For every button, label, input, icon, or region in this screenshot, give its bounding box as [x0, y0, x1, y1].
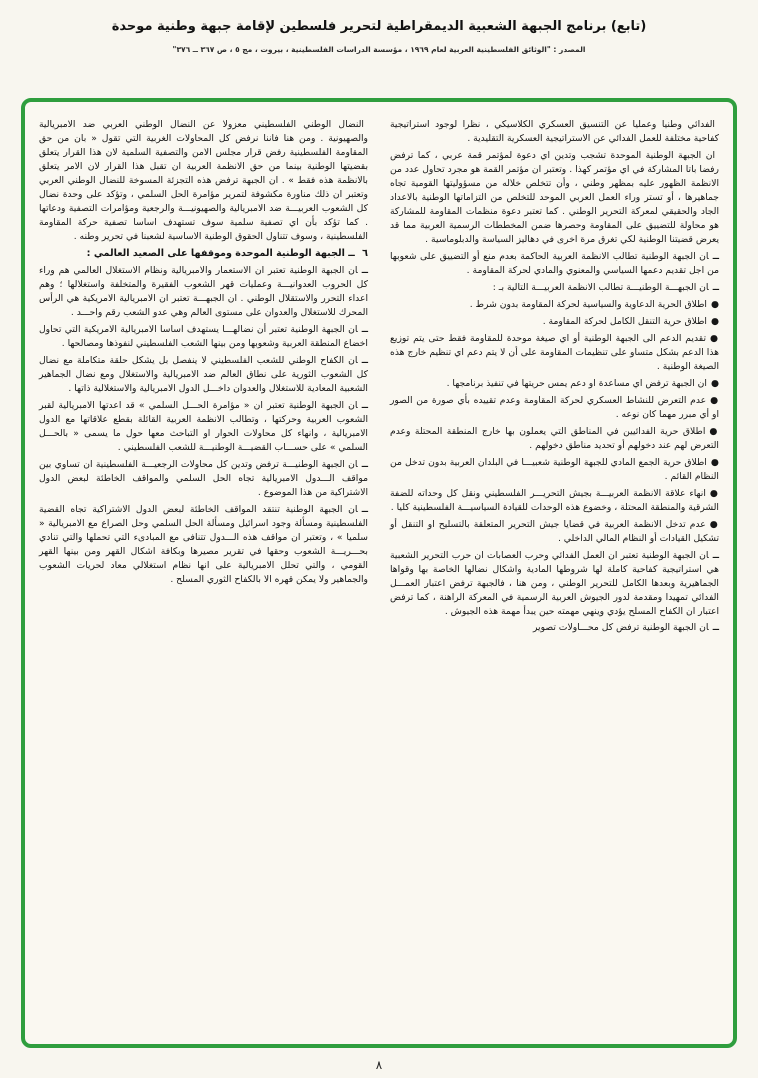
paragraph — [390, 425, 719, 453]
paragraph-marker: ــ — [361, 504, 368, 516]
paragraph — [39, 323, 368, 351]
paragraph — [39, 247, 368, 262]
paragraph-text: ان الجبهـــة الوطنيـــة تطالب الانظمة العربيـــة التالية بـ : — [492, 281, 709, 293]
paragraph-text: ان الجبهة الوطنية تنتقد المواقف الخاطئة لبعض الدول الاشتراكية تجاه القضية الفلسطينية ومسألة وجود اسرائيل ومسألة الحل السلمي وحل الصراع مع الامبريالية « سلميا » ، وتعتبر ان مواقف هذه الـــدول تتنافى مع المبادىء التي تحملها والتي تنادي بحـــريـــة الشعوب وحقها في تقرير مصيرها وبكافة اشكال القهر ومن بينها القهر القومي ، والتي تحلل الامبريالية على انها نظام استغلالي معاد لحريات الشعوب والجماهير ولا يمكن قهره الا بالكفاح الثوري المسلح . — [39, 504, 368, 586]
content-frame — [21, 98, 737, 1048]
paragraph-text: انهاء علاقة الانظمة العربيـــة بجيش التحريـــر الفلسطيني ونقل كل وحداته للضفة الشرقية والمنطقة المحتلة ، وخضوع هذه الوحدات للقيادة السياسيـــة الفلسطينية كليا . — [390, 487, 719, 513]
paragraph-text: ان الجبهة الوطنية تعتبر ان « مؤامرة الحـــل السلمي » قد اعدتها الامبريالية لقبر الشعوب العربية وحركتها ، وتطالب الانظمة العربية القائلة بقطع علاقاتها مع الدول الامبريالية ، وانهاء كل محاولات الحوار او التباحث معها حول ما يسمى « بالحـــل السلمي » على حســـاب القضيـــة الوطنيـــة للشعب الفلسطيني . — [39, 400, 368, 454]
column-left — [39, 118, 368, 1030]
paragraph-text: اطلاق حرية الفدائيين في المناطق التي يعملون بها خارج المنطقة المحتلة وعدم التعرض لهم عند دخولهم أو تحديد مناطق دخولهم . — [390, 425, 719, 451]
paragraph — [390, 549, 719, 619]
paragraph-marker: ● — [709, 518, 719, 530]
paragraph-text: ان الجبهة الوطنية تطالب الانظمة العربية الحاكمة بعدم منع أو التضييق على شعوبها من اجل تقديم دعمها السياسي والمعنوي والمادي لحركة المقاومة . — [390, 250, 719, 276]
paragraph-text: ان الجبهة الوطنية تعتبر ان العمل الفدائي وحرب العصابات ان حرب التحرير الشعبية هي استراتيجية كفاحية كاملة لها شروطها المادية واشكال نضالها الخاصة بها وقواها الجماهيرية وبعدها الكامل للتحرير الوطني ، ومن هنا ، فالجبهة ترفض اعتبار العمـــل الفدائي تمهيدا ومقدمة لدور الجيوش العربية الرسمية في المعركة الراهنة ، كما ترفض اعتبار ان الكفاح المسلح يؤدي وينهي مهمته حين يبدأ مهمة هذه الجيوش . — [390, 549, 719, 617]
paragraph — [39, 503, 368, 587]
paragraph — [39, 264, 368, 320]
paragraph-text: النضال الوطني الفلسطيني معزولا عن النضال الوطني العربي ضد الامبريالية والصهيونية . ومن هنا فاننا نرفض كل المحاولات الغربية التي تقول « بان من حق المقاومة الفلسطينية رفض قرار مجلس الامن والتصفية السلمية لان هذا القرار يتعلق بقضيتها الوطنية بينما من حق الانظمة العربية ان تقبل هذا القرار لان الامر يتعلق بالانظمة هذه فقط » . ان الجبهة ترفض هذه التجزئة المسوخة للنضال الوطني العربي وتعتبر ان ذلك مناورة مكشوفة لتمرير مؤامرة الحل السلمي ، وتؤكد على وحدة نضال كل الشعوب العربيـــة ضد الامبريالية والصهيونيـــة والرجعية ومؤامرات التصفية ودعاتها . كما تؤكد بأن اي تصفية سلمية سوف تستهدف اساسا تصفية حركة المقاومة الفلسطينية ، وسوف تتناول الحقوق الوطنية الاساسية لشعبنا في تحرير وطنه . — [39, 119, 368, 242]
paragraph-marker: ــ — [712, 549, 719, 561]
paragraph — [390, 281, 719, 295]
paragraph-text: عدم تدخل الانظمة العربية في قضايا جيش التحرير المتعلقة بالتسليح او التنقل أو تشكيل القيادات أو النظام المالي الداخلي . — [390, 518, 719, 544]
paragraph-text: ان الجبهة الوطنيـــة ترفض وتدين كل محاولات الرجعيـــة الفلسطينية ان تساوي بين مواقف الـــدول الامبريالية تجاه الحل السلمي والمواقف الخاطئة لبعض الدول الاشتراكية من هذا الموضوع . — [39, 459, 368, 499]
paragraph-text: ان الجبهة ترفض اي مساعدة او دعم يمس حريتها في تنفيذ برنامجها . — [446, 377, 707, 389]
paragraph-marker: ــ — [361, 459, 368, 471]
paragraph-text: ان الجبهة الوطنية تعتبر ان الاستعمار والامبريالية ونظام الاستغلال العالمي هم وراء كل الحروب العدوانيـــة وعمليات قهر الشعوب الفقيرة والمتخلفة واستغلالها ؛ وهم اعداء التحرر والاستقلال الوطني . ان الجبهـــة تعتبر ان الامبريالية الامريكية هي الرأس المحرك للاستغلال والعدوان على مستوى العالم وهي عدو الشعب رقم واحـــد . — [39, 265, 368, 319]
paragraph-marker: ● — [710, 377, 719, 389]
paragraph-text: اطلاق الحرية الدعاوية والسياسية لحركة المقاومة بدون شرط . — [469, 298, 707, 310]
paragraph-marker: ● — [710, 315, 719, 327]
paragraph-text: تقديم الدعم الى الجبهة الوطنية أو اي صيغة موحدة للمقاومة فقط حتى يتم توزيع هذا الدعم بشكل متساو على تنظيمات المقاومة على أن لا يتم دعم اي تنظيم خارج هذه الصيغة الوطنية . — [390, 332, 719, 372]
paragraph-marker: ● — [710, 332, 719, 344]
source-citation: المصدر : "الوثائق الفلسطينية العربية لعام ١٩٦٩ ، مؤسسة الدراسات الفلسطينية ، بيروت ، مج ٥ ، ص ٣٦٧ ــ ٣٧٦" — [172, 45, 586, 55]
paragraph-text: الفدائي وطنيا وعمليا عن التنسيق العسكري الكلاسيكي ، نظرا لوجود استراتيجية كفاحية مختلفة للعمل الفدائي عن الاستراتيجية العسكرية التقليدية . — [390, 119, 719, 144]
paragraph — [390, 315, 719, 329]
paragraph-marker: ــ — [712, 250, 719, 262]
page-header — [30, 18, 728, 54]
paragraph-marker: ــ — [712, 622, 719, 634]
paragraph-text: ان الجبهة الوطنية تعتبر أن نضالهـــا يستهدف اساسا الامبريالية الامريكية التي تحاول اخضاع المنطقة العربية وشعوبها ومن بينها الشعب الفلسطيني لنفوذها ومصالحها . — [39, 324, 368, 350]
paragraph-marker: ــ — [712, 281, 719, 293]
paragraph — [390, 377, 719, 391]
paragraph — [390, 621, 719, 635]
paragraph-marker: ــ — [361, 400, 368, 412]
paragraph — [390, 250, 719, 278]
paragraph-text: اطلاق حرية الجمع المادي للجبهة الوطنية شعبيـــا في البلدان العربية بدون تدخل من النظام القائم . — [390, 456, 719, 482]
paragraph — [39, 354, 368, 396]
paragraph — [390, 332, 719, 374]
paragraph-marker: ــ — [361, 355, 368, 367]
paragraph — [390, 149, 719, 247]
paragraph — [390, 118, 719, 146]
paragraph — [390, 394, 719, 422]
paragraph — [390, 456, 719, 484]
paragraph-text: ان الكفاح الوطني للشعب الفلسطيني لا ينفصل بل يشكل حلقة متكاملة مع نضال كل الشعوب الثورية على نطاق العالم ضد الامبريالية والاستغلال ومع نضال الجماهير الشعبية المعادية للاستغلال والعدوان داخـــل الدول الامبريالية والاستغلالية ذاتها . — [39, 355, 368, 395]
paragraph-text: ان الجبهة الوطنية ترفض كل محـــاولات تصوير — [532, 622, 709, 634]
paragraph — [39, 118, 368, 244]
paragraph-marker: ● — [710, 394, 719, 406]
paragraph — [39, 399, 368, 455]
paragraph — [390, 518, 719, 546]
page-number: ٨ — [375, 1058, 383, 1072]
document-title: (تابع) برنامج الجبهة الشعبية الديمقراطية لتحرير فلسطين لإقامة جبهة وطنية موحدة — [111, 19, 647, 34]
paragraph-text: ٦ ــ الجبهة الوطنية الموحدة وموقفها على الصعيد العالمي : — [86, 247, 368, 259]
column-right — [390, 118, 719, 1030]
paragraph-text: اطلاق حرية التنقل الكامل لحركة المقاومة . — [542, 315, 707, 327]
paragraph — [390, 487, 719, 515]
paragraph-text: ان الجبهة الوطنية الموحدة تشجب وتدين اي دعوة لمؤتمر قمة عربي ، كما ترفض رفضا باتا المشاركة في اي مؤتمر كهذا . وتعتبر ان مؤتمر القمة هو مجرد تحاول عدد من الانظمة الظهور عليه بمظهر وطني ، وأن تتخلص خلاله من مسؤوليتها القومية تجاه جماهيرها ، أو تستر وراء العمل العربي الموحد للتخلص من التزاماتها الوطنية بالاعداد الجاد والحقيقي لمعركة التحرير الوطني . كما تعتبر دعوة منظمات المقاومة للمشاركة هو محاولة للتضييق على المقاومة وحصرها ضمن المخططات الرسمية العربية مما قد يعرض قضيتنا الوطنية لكي تغرق مرة اخرى في دهاليز السياسة والدبلوماسية . — [390, 149, 719, 245]
two-column-layout — [39, 118, 719, 1030]
paragraph-marker: ــ — [361, 324, 368, 336]
paragraph-marker: ● — [709, 487, 719, 499]
paragraph-marker: ● — [710, 298, 719, 310]
paragraph-marker: ● — [710, 456, 719, 468]
paragraph — [39, 458, 368, 500]
paragraph-marker: ــ — [361, 265, 368, 277]
paragraph — [390, 298, 719, 312]
paragraph-text: عدم التعرض للنشاط العسكري لحركة المقاومة وعدم تقييده بأي صورة من الصور او أي مبرر مهما كان نوعه . — [390, 394, 719, 420]
paragraph-marker: ● — [709, 425, 719, 437]
